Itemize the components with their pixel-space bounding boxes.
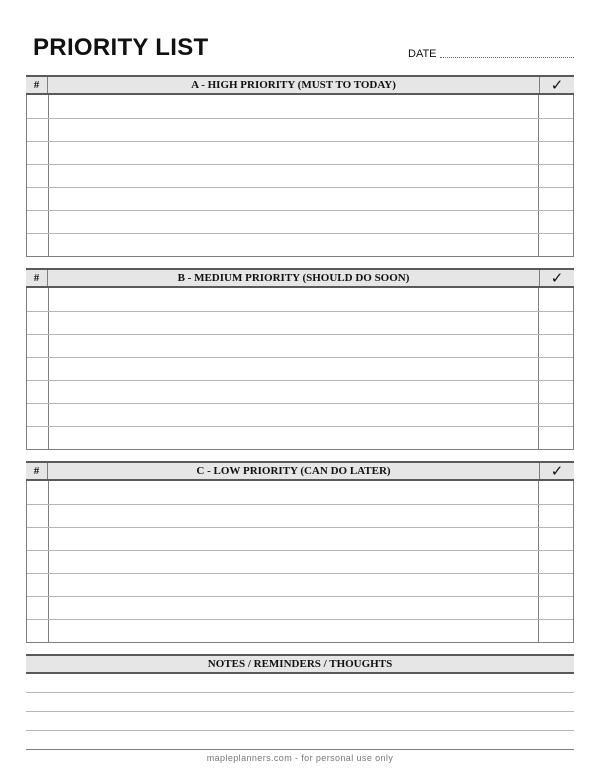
checkmark-icon: ✓: [550, 462, 564, 480]
check-cell[interactable]: [539, 620, 573, 642]
table-row: [27, 550, 573, 573]
check-cell[interactable]: [539, 335, 573, 357]
check-cell[interactable]: [539, 427, 573, 449]
number-cell[interactable]: [27, 597, 49, 619]
number-column-header: #: [26, 270, 48, 286]
number-column-header: #: [26, 463, 48, 479]
table-row: [27, 357, 573, 380]
section-title: A - HIGH PRIORITY (MUST TO TODAY): [48, 77, 540, 93]
check-cell[interactable]: [539, 404, 573, 426]
task-cell[interactable]: [49, 427, 539, 449]
section-title: C - LOW PRIORITY (CAN DO LATER): [48, 463, 540, 479]
table-row: [27, 210, 573, 233]
table-row: [27, 233, 573, 256]
date-label: DATE: [408, 48, 437, 60]
checkmark-icon: ✓: [550, 269, 564, 287]
checkmark-icon: ✓: [550, 76, 564, 94]
table-rows: [27, 481, 573, 642]
note-line[interactable]: [26, 731, 574, 750]
number-cell[interactable]: [27, 528, 49, 550]
task-cell[interactable]: [49, 620, 539, 642]
table-rows: [27, 288, 573, 449]
task-cell[interactable]: [49, 288, 539, 311]
table-row: [27, 334, 573, 357]
number-cell[interactable]: [27, 481, 49, 504]
high-priority-table: [26, 75, 574, 257]
task-cell[interactable]: [49, 211, 539, 233]
check-cell[interactable]: [539, 288, 573, 311]
footer-text: mapleplanners.com - for personal use only: [206, 753, 394, 763]
number-cell[interactable]: [27, 95, 49, 118]
table-rows: [27, 95, 573, 256]
check-cell[interactable]: [539, 188, 573, 210]
task-cell[interactable]: [49, 95, 539, 118]
check-cell[interactable]: [539, 119, 573, 141]
low-priority-table: [26, 461, 574, 643]
table-row: [27, 164, 573, 187]
medium-priority-table: [26, 268, 574, 450]
check-cell[interactable]: [539, 142, 573, 164]
table-row: [27, 187, 573, 210]
table-row: [27, 403, 573, 426]
table-row: [27, 95, 573, 118]
task-cell[interactable]: [49, 528, 539, 550]
check-cell[interactable]: [539, 381, 573, 403]
number-cell[interactable]: [27, 620, 49, 642]
table-row: [27, 118, 573, 141]
notes-title: NOTES / REMINDERS / THOUGHTS: [26, 654, 574, 674]
number-cell[interactable]: [27, 165, 49, 187]
table-row: [27, 426, 573, 449]
check-cell[interactable]: [539, 165, 573, 187]
task-cell[interactable]: [49, 381, 539, 403]
table-row: [27, 573, 573, 596]
check-cell[interactable]: [539, 358, 573, 380]
note-line[interactable]: [26, 712, 574, 731]
table-row: [27, 141, 573, 164]
table-header: [26, 268, 574, 288]
table-row: [27, 619, 573, 642]
number-cell[interactable]: [27, 404, 49, 426]
table-row: [27, 380, 573, 403]
task-cell[interactable]: [49, 119, 539, 141]
number-cell[interactable]: [27, 288, 49, 311]
task-cell[interactable]: [49, 505, 539, 527]
task-cell[interactable]: [49, 335, 539, 357]
task-cell[interactable]: [49, 142, 539, 164]
task-cell[interactable]: [49, 234, 539, 256]
number-cell[interactable]: [27, 551, 49, 573]
notes-section: [26, 654, 574, 750]
page-title: PRIORITY LIST: [33, 34, 209, 61]
number-cell[interactable]: [27, 574, 49, 596]
date-field[interactable]: [408, 44, 574, 60]
table-row: [27, 481, 573, 504]
number-cell[interactable]: [27, 142, 49, 164]
task-cell[interactable]: [49, 404, 539, 426]
check-cell[interactable]: [539, 528, 573, 550]
check-cell[interactable]: [539, 551, 573, 573]
check-cell[interactable]: [539, 505, 573, 527]
table-row: [27, 288, 573, 311]
task-cell[interactable]: [49, 312, 539, 334]
number-cell[interactable]: [27, 234, 49, 256]
table-row: [27, 311, 573, 334]
check-cell[interactable]: [539, 481, 573, 504]
number-cell[interactable]: [27, 358, 49, 380]
task-cell[interactable]: [49, 358, 539, 380]
check-cell[interactable]: [539, 211, 573, 233]
number-column-header: #: [26, 77, 48, 93]
note-line[interactable]: [26, 693, 574, 712]
date-input-line[interactable]: [440, 57, 574, 58]
task-cell[interactable]: [49, 597, 539, 619]
check-cell[interactable]: [539, 312, 573, 334]
number-cell[interactable]: [27, 427, 49, 449]
table-header: [26, 75, 574, 95]
task-cell[interactable]: [49, 574, 539, 596]
number-cell[interactable]: [27, 211, 49, 233]
check-cell[interactable]: [539, 597, 573, 619]
table-row: [27, 527, 573, 550]
number-cell[interactable]: [27, 335, 49, 357]
task-cell[interactable]: [49, 165, 539, 187]
task-cell[interactable]: [49, 551, 539, 573]
number-cell[interactable]: [27, 188, 49, 210]
number-cell[interactable]: [27, 381, 49, 403]
number-cell[interactable]: [27, 505, 49, 527]
table-header: [26, 461, 574, 481]
table-row: [27, 596, 573, 619]
number-cell[interactable]: [27, 312, 49, 334]
number-cell[interactable]: [27, 119, 49, 141]
task-cell[interactable]: [49, 481, 539, 504]
table-row: [27, 504, 573, 527]
note-line[interactable]: [26, 674, 574, 693]
check-cell[interactable]: [539, 234, 573, 256]
check-cell[interactable]: [539, 574, 573, 596]
check-cell[interactable]: [539, 95, 573, 118]
section-title: B - MEDIUM PRIORITY (SHOULD DO SOON): [48, 270, 540, 286]
task-cell[interactable]: [49, 188, 539, 210]
